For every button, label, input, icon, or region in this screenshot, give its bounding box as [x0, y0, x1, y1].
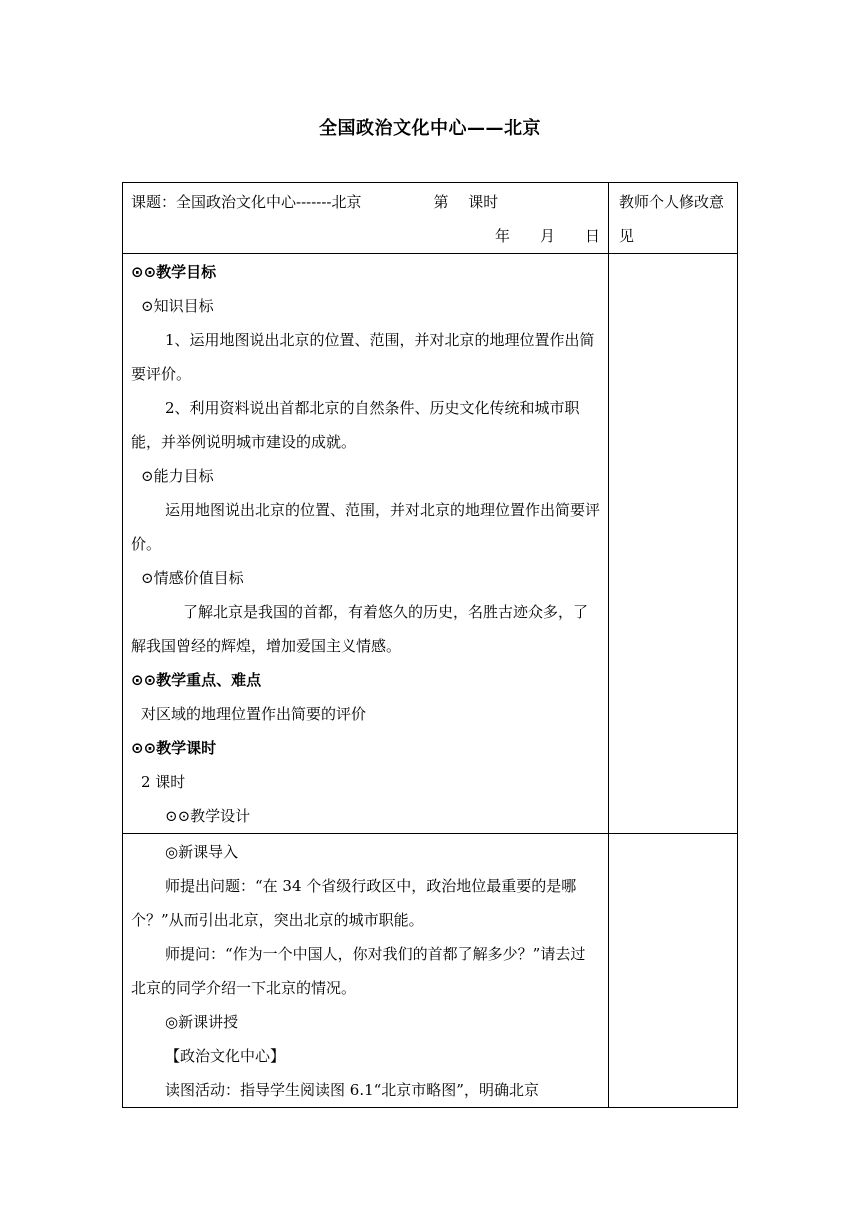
political-culture-label: 【政治文化中心】: [165, 1047, 286, 1065]
section1-row: [123, 254, 738, 834]
topic-line: [131, 185, 600, 219]
teacher-notes-label: 教师个人修改意见: [619, 193, 725, 245]
keypoints-heading: ⊙⊙教学重点、难点: [131, 671, 262, 689]
emotion-goal-text: 了解北京是我国的首都，有着悠久的历史，名胜古迹众多，了解我国曾经的辉煌，增加爱国主义情感。: [131, 603, 589, 655]
section2-side-cell: [609, 834, 738, 1108]
goals-heading: ⊙⊙教学目标: [131, 263, 217, 281]
knowledge-goal-item1: 1、运用地图说出北京的位置、范围，并对北京的地理位置作出简要评价。: [131, 331, 595, 383]
hours-heading: ⊙⊙教学课时: [131, 739, 217, 757]
header-row: [123, 183, 738, 254]
topic-text: 课题：全国政治文化中心-------北京: [131, 193, 362, 211]
section2-row: [123, 834, 738, 1108]
new-lesson-lecture-label: ◎新课讲授: [165, 1013, 239, 1031]
ability-goal-label: ⊙能力目标: [141, 467, 214, 485]
date-line: 年 月 日: [494, 227, 600, 245]
design-label: ⊙⊙教学设计: [165, 807, 251, 825]
header-side-cell: [609, 183, 738, 254]
new-lesson-intro-label: ◎新课导入: [165, 843, 239, 861]
section1-side-cell: [609, 254, 738, 834]
intro-paragraph-1: 师提出问题：“在 34 个省级行政区中，政治地位最重要的是哪个？”从而引出北京，突出北京的城市职能。: [131, 877, 577, 929]
knowledge-goal-item2: 2、利用资料说出首都北京的自然条件、历史文化传统和城市职能，并举例说明城市建设的成就。: [131, 399, 580, 451]
intro-paragraph-2: 师提问：“作为一个中国人，你对我们的首都了解多少？”请去过北京的同学介绍一下北京的情况。: [131, 945, 586, 997]
emotion-goal-label: ⊙情感价值目标: [141, 569, 244, 587]
keypoints-text: 对区域的地理位置作出简要的评价: [141, 705, 367, 723]
lesson-plan-table: [122, 182, 738, 1108]
knowledge-goal-label: ⊙知识目标: [141, 297, 214, 315]
section2-main-cell: [123, 834, 609, 1108]
section1-main-cell: [123, 254, 609, 834]
header-main-cell: [123, 183, 609, 254]
period-text: 第 课时: [433, 193, 499, 211]
hours-text: 2 课时: [141, 773, 186, 791]
reading-activity-text: 读图活动：指导学生阅读图 6.1“北京市略图”，明确北京: [165, 1081, 539, 1099]
ability-goal-text: 运用地图说出北京的位置、范围，并对北京的地理位置作出简要评价。: [131, 501, 601, 553]
document-title: 全国政治文化中心——北京: [319, 118, 541, 139]
